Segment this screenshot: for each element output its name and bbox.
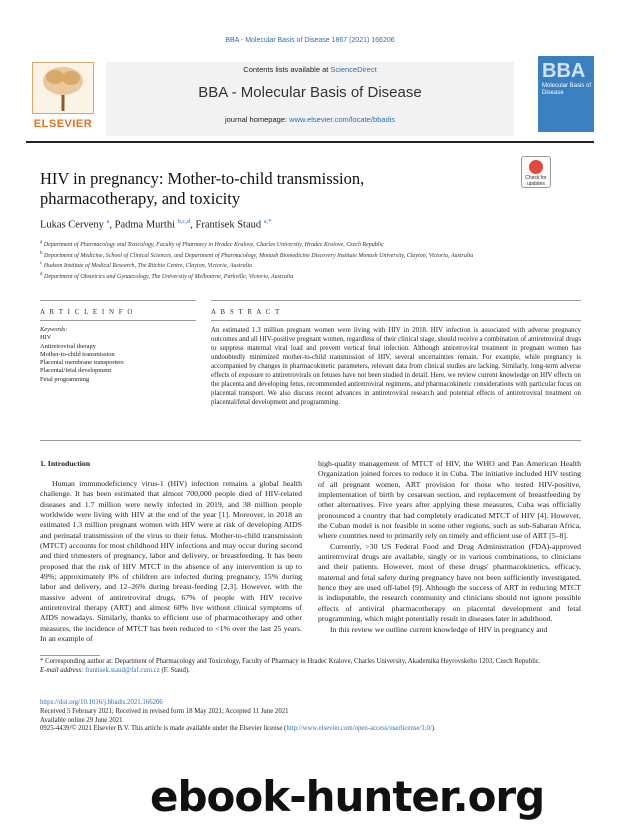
- homepage-prefix: journal homepage:: [224, 115, 290, 124]
- affil-text: Department of Medicine, School of Clinical Sciences, and Department of Pharmacology, Monash Biomedicine Discovery Institute Monash University, Clayton, Victoria, Australia: [44, 252, 474, 259]
- journal-cover[interactable]: [538, 56, 594, 132]
- author-name[interactable]: Lukas Cerveny: [40, 219, 104, 231]
- license-prefix: 0925-4439/© 2021 Elsevier B.V. This article is made available under the Elsevier license (: [40, 725, 287, 733]
- divider: [40, 320, 196, 321]
- divider: [40, 300, 196, 301]
- cover-title: BBA: [542, 60, 586, 82]
- author-affil-sup[interactable]: a,*: [263, 218, 272, 225]
- affil-sup: d: [40, 271, 43, 277]
- masthead: [26, 62, 594, 136]
- crossmark-icon: [529, 160, 543, 174]
- abstract-heading: A B S T R A C T: [211, 308, 281, 316]
- doi-link[interactable]: https://doi.org/10.1016/j.bbadis.2021.166206: [40, 699, 163, 706]
- body-column-left: [40, 479, 302, 645]
- received-dates: Received 5 February 2021; Received in revised form 18 May 2021; Accepted 11 June 2021: [40, 707, 289, 715]
- affil-text: Hudson Institute of Medical Research, The Ritchie Centre, Clayton, Victoria, Australia: [43, 263, 253, 270]
- affiliation: [40, 260, 560, 271]
- keywords-label: Keywords:: [40, 326, 68, 333]
- email-label: E-mail address:: [40, 666, 86, 674]
- email-link[interactable]: frantisek.staud@faf.cuni.cz: [85, 666, 160, 674]
- watermark: ebook-hunter.org: [150, 772, 545, 821]
- contents-line: [106, 65, 514, 74]
- affil-sup: b: [40, 250, 43, 256]
- header-rule: [26, 141, 594, 143]
- corresponding-text: * Corresponding author at: Department of Pharmacology and Toxicology, Faculty of Pharmacy in Hradec Kralove, Charles University, Akademika Heyrovskeho 1203, Czech Republic.: [40, 658, 541, 665]
- keyword: Antiretroviral therapy: [40, 342, 96, 350]
- affil-sup: c: [40, 261, 43, 267]
- crossmark-badge[interactable]: [521, 156, 551, 188]
- paragraph: In this review we outline current knowledge of HIV in pregnancy and: [330, 624, 548, 634]
- crossmark-label: Check for updates: [525, 175, 547, 187]
- license-line: [40, 725, 580, 734]
- publisher-wordmark: ELSEVIER: [33, 118, 93, 130]
- email-line: [40, 667, 580, 676]
- homepage-line: [106, 115, 514, 124]
- author-list: Lukas Cerveny $^a$, Padma Murthi $^{b,c,d}$, Frantisek Staud $^{a,*}$: [40, 218, 272, 231]
- contents-prefix: Contents lists available at: [243, 65, 331, 74]
- author-affil-sup[interactable]: a: [106, 218, 110, 225]
- journal-name: BBA - Molecular Basis of Disease: [198, 84, 422, 101]
- author-affil-sup[interactable]: b,c,d: [177, 218, 191, 225]
- journal-banner: [106, 62, 514, 136]
- tree-icon: [32, 62, 94, 114]
- cover-subtitle: Molecular Basis of Disease: [542, 83, 592, 96]
- paragraph: Currently, >30 US Federal Food and Drug Administration (FDA)-approved antiretroviral drugs are available, singly or in various combinations, to clinicians and their patients. However, most of these drugs' pharmacokinetics, efficacy, maternal and fetal safety during pregnancy have not been sufficiently investigated, hence they are used off-label [9]. Although the success of ART in reducing MTCT is indisputable, the research community and clinicians should not ignore possible effects of antiviral pharmacotherapy on placental development and fetal programming, which might potentially result in diseases later in adulthood.: [318, 541, 581, 624]
- divider: [211, 320, 581, 321]
- keywords-block: [40, 326, 190, 384]
- paragraph: high-quality management of MTCT of HIV, the WHO and Pan American Health Organization joined forces to reduce it in Cuba. The initiative included HIV testing of all pregnant women, ART provision for those who tested HIV-positive, implementation of birth by cesarean section, and replacement of breastfeeding by other alternatives. Five years after applying these measures, Cuba was officially pronounced a country that had completely eradicated MTCT of HIV [4]. However, the Cuban model is not feasible in some other regions, such as sub-Saharan Africa, where countries need to primarily rely on timely and efficient use of ART [5–8].: [318, 459, 581, 541]
- corresponding-note: [40, 658, 580, 676]
- affiliation: [40, 271, 560, 282]
- affil-text: Department of Obstetrics and Gynaecology, The University of Melbourne, Parkville, Victoria, Australia: [44, 273, 294, 280]
- publication-info: [40, 699, 580, 734]
- license-link[interactable]: http://www.elsevier.com/open-access/userlicense/1.0/: [286, 725, 432, 733]
- elsevier-logo[interactable]: [26, 62, 100, 136]
- keyword: Placental/fetal development: [40, 367, 112, 375]
- divider: [211, 300, 581, 301]
- article-info-heading: A R T I C L E I N F O: [40, 308, 134, 316]
- sciencedirect-link[interactable]: ScienceDirect: [330, 65, 377, 74]
- license-suffix: ).: [431, 725, 436, 733]
- body-column-right: [318, 459, 581, 635]
- keyword: HIV: [40, 334, 52, 342]
- affiliation: [40, 250, 560, 261]
- affil-sup: a: [40, 240, 43, 245]
- keyword: Fetal programming: [40, 375, 90, 383]
- affiliations: [40, 239, 560, 281]
- paragraph: Human immunodeficiency virus-1 (HIV) infection remains a global health challenge. It has been estimated that almost 700,000 people died of HIV-related diseases and 1.7 million were newly infected in 2019, and 38 million people worldwide were living with HIV at the end of the year [1]. Moreover, in 2018 an estimated 1.3 million pregnant women with HIV were at risk of developing AIDS and perinatal transmission of the virus to their fetus. Mother-to-child transmission (MTCT) accounts for most childhood HIV infections and may occur during second and third trimesters of pregnancy, labor and delivery, or breastfeeding. It has been proposed that the risk of HIV MTCT in the absence of any intervention is up to 49%; approximately 8% of children are infected during pregnancy, 15% during labor and delivery, and 12–26% during breast-feeding [2,3]. However, with the massive advent of antiretroviral drugs, 67% of people with HIV receive antiretroviral therapy (ART) and almost 60% live without clinical symptoms of AIDS nowadays. Similarly, thanks to efficient use of pharmacotherapy and other measures, the incidence of MTCT has been reduced to <1% over the last 25 years. In an example of: [40, 479, 302, 644]
- abstract-text: An estimated 1.3 million pregnant women were living with HIV in 2018. HIV infection is associated with adverse pregnancy outcomes and all HIV-positive pregnant women, regardless of their clinical stage, should receive a combination of antiretroviral drugs to suppress maternal viral load and prevent vertical fetal infection. Although antiretroviral treatment in pregnant women has undoubtedly minimized mother-to-child transmission of HIV, several uncertainties remain. For example, while pregnancy is accompanied by changes in pharmacokinetic parameters, relevant data from clinical studies are lacking. Similarly, long-term adverse effects of exposure to antiretrovirals on fetuses have not been studied in detail. Here, we review current knowledge on HIV effects on the placenta and developing fetus, recommended antiretroviral regimens, and pharmacokinetic considerations with particular focus on placental transport. We also discuss recent advances in antiretroviral research and potential effects of antiretroviral treatment on placental/fetal development and programming.: [211, 327, 581, 407]
- affiliation: [40, 239, 560, 250]
- keyword: Placental membrane transporters: [40, 359, 124, 367]
- divider: [40, 440, 581, 441]
- keyword: Mother-to-child transmission: [40, 350, 115, 358]
- author-name[interactable]: Padma Murthi: [114, 219, 175, 231]
- article-title: HIV in pregnancy: Mother-to-child transmission, pharmacotherapy, and toxicity: [40, 169, 365, 208]
- email-suffix: (F. Staud).: [159, 666, 190, 674]
- homepage-link[interactable]: www.elsevier.com/locate/bbadis: [289, 115, 396, 124]
- section-heading: 1. Introduction: [40, 459, 91, 468]
- affil-text: Department of Pharmacology and Toxicology, Faculty of Pharmacy in Hradec Kralove, Charles University, Hradec Kralove, Czech Republic: [43, 242, 384, 248]
- journal-citation[interactable]: BBA - Molecular Basis of Disease 1867 (2021) 166206: [225, 37, 395, 44]
- author-name[interactable]: Frantisek Staud: [195, 219, 262, 231]
- online-date: Available online 29 June 2021: [40, 716, 123, 724]
- footnote-rule: [40, 655, 100, 656]
